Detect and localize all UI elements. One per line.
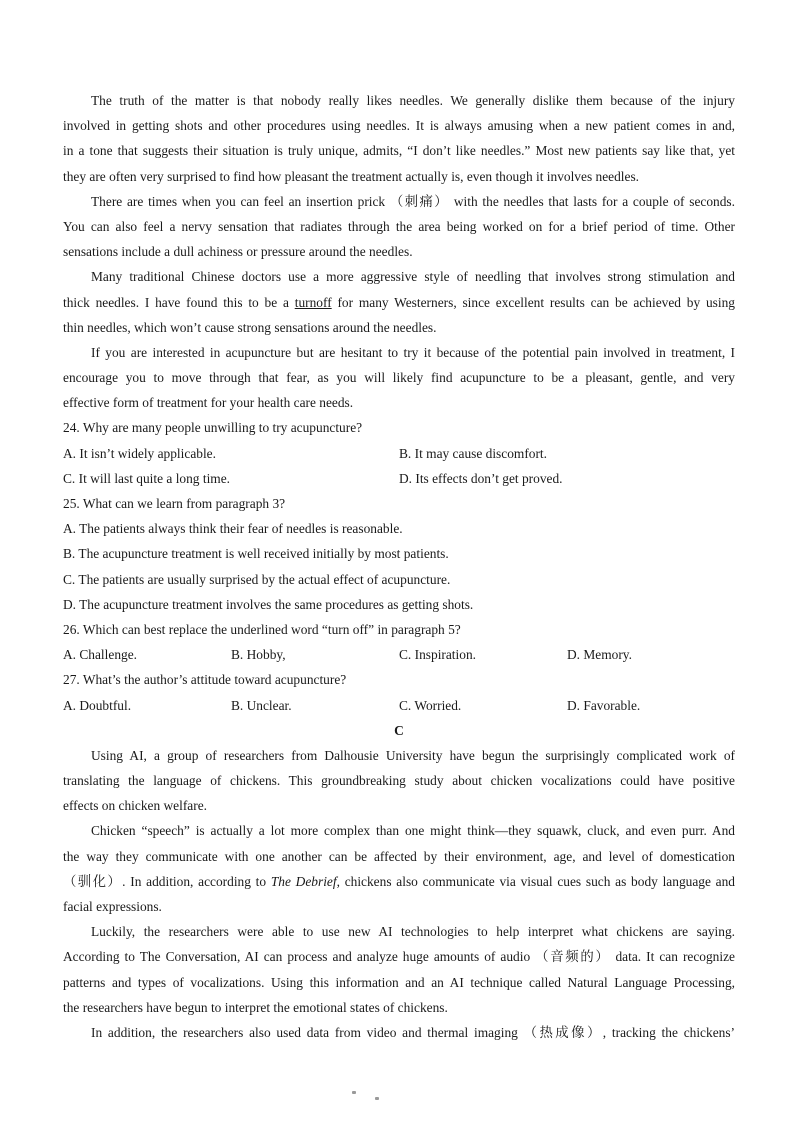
text-line: You can also feel a nervy sensation that radiates through the area being worked on for a brief period of time. Other (63, 218, 735, 234)
options-row (63, 693, 735, 718)
text-line (63, 869, 735, 894)
option-d: D. The acupuncture treatment involves the same procedures as getting shots. (63, 596, 474, 612)
text-line: thin needles, which won’t cause strong sensations around the needles. (63, 319, 437, 335)
text-line: patterns and types of vocalizations. Using this information and an AI technique called Natural Language Processing, (63, 974, 735, 990)
text-line: involved in getting shots and other procedures using needles. It is always amusing when a new patient comes in and, (63, 118, 735, 134)
options-row (63, 441, 735, 466)
option-d: D. Memory. (567, 647, 632, 663)
options-row (63, 642, 735, 667)
scan-mark (375, 1097, 379, 1100)
underlined-word: turnoff (294, 294, 332, 310)
text-span: , chickens also communicate via visual cues such as body language and (336, 873, 735, 889)
text-line: Many traditional Chinese doctors use a more aggressive style of needling that involves strong stimulation and (91, 269, 735, 285)
text-line: translating the language of chickens. This groundbreaking study about chicken vocalizations could have positive (63, 773, 735, 789)
question-stem: 26. Which can best replace the underlined word “turn off” in paragraph 5? (63, 621, 461, 637)
option-c: C. It will last quite a long time. (63, 470, 230, 486)
passage-b-paragraph-1 (63, 88, 735, 189)
text-line: sensations include a dull achiness or pressure around the needles. (63, 244, 413, 260)
text-line: If you are interested in acupuncture but are hesitant to try it because of the potential pain involved in treatment, I (91, 344, 735, 360)
text-line: effective form of treatment for your health care needs. (63, 395, 354, 411)
text-line: Using AI, a group of researchers from Dalhousie University have begun the surprisingly complicated work of (91, 747, 735, 763)
section-c-paragraph-4 (63, 1020, 735, 1045)
section-heading: C (394, 722, 404, 738)
text-line: the researchers have begun to interpret the emotional states of chickens. (63, 999, 448, 1015)
text-line: The truth of the matter is that nobody really likes needles. We generally dislike them because of the injury (91, 93, 735, 108)
exam-page (63, 88, 735, 1045)
option-b: B. Hobby, (231, 647, 286, 663)
option-a: A. The patients always think their fear of needles is reasonable. (63, 521, 403, 537)
question-stem: 27. What’s the author’s attitude toward acupuncture? (63, 672, 347, 688)
text-span: （驯化）. In addition, according to (63, 873, 271, 889)
text-line: effects on chicken welfare. (63, 798, 207, 814)
option-b: B. Unclear. (231, 697, 292, 713)
section-c-paragraph-3 (63, 919, 735, 1020)
question-stem: 25. What can we learn from paragraph 3? (63, 496, 286, 511)
option-c: C. Inspiration. (399, 647, 476, 663)
passage-b-paragraph-2 (63, 189, 735, 265)
question-stem: 24. Why are many people unwilling to try acupuncture? (63, 420, 363, 436)
text-span: for many Westerners, since excellent results can be achieved by using (331, 294, 735, 310)
passage-b-paragraph-4 (63, 340, 735, 416)
text-line: the way they communicate with one another can be affected by their environment, age, and level of domestication (63, 848, 735, 864)
text-line: in a tone that suggests their situation is truly unique, admits, “I don’t like needles.” Most new patients say like that, yet (63, 143, 735, 159)
question-27 (63, 667, 735, 717)
option-c: C. The patients are usually surprised by the actual effect of acupuncture. (63, 571, 451, 587)
text-span: thick needles. I have found this to be a (63, 294, 295, 310)
text-line: they are often very surprised to find how pleasant the treatment actually is, even though it involves needles. (63, 168, 639, 184)
option-a: A. Challenge. (63, 647, 138, 663)
section-c-paragraph-1 (63, 743, 735, 819)
option-d: D. Its effects don’t get proved. (399, 470, 563, 486)
passage-b-paragraph-3 (63, 264, 735, 340)
options-row (63, 466, 735, 491)
option-a: A. It isn’t widely applicable. (63, 445, 216, 461)
scan-mark (352, 1091, 356, 1094)
option-a: A. Doubtful. (63, 697, 132, 713)
text-line: facial expressions. (63, 899, 162, 914)
question-24 (63, 415, 735, 491)
text-line (63, 290, 735, 315)
text-line: Chicken “speech” is actually a lot more complex than one might think—they squawk, cluck, and even purr. And (91, 823, 735, 839)
italic-title: The Debrief (270, 873, 337, 889)
option-b: B. The acupuncture treatment is well received initially by most patients. (63, 546, 449, 562)
question-26 (63, 617, 735, 667)
section-c-paragraph-2 (63, 818, 735, 919)
text-line: encourage you to move through that fear, as you will likely find acupuncture to be a pleasant, gentle, and very (63, 370, 735, 386)
option-c: C. Worried. (399, 697, 462, 713)
text-line: According to The Conversation, AI can process and analyze huge amounts of audio （音频的） data. It can recognize (63, 949, 735, 965)
text-line: In addition, the researchers also used data from video and thermal imaging （热成像）, tracking the chickens’ (91, 1024, 735, 1040)
text-line: Luckily, the researchers were able to use new AI technologies to help interpret what chickens are saying. (91, 924, 735, 940)
option-d: D. Favorable. (567, 697, 641, 713)
question-25 (63, 491, 735, 617)
text-line: There are times when you can feel an insertion prick （刺痛） with the needles that lasts for a couple of seconds. (91, 193, 735, 209)
option-b: B. It may cause discomfort. (399, 445, 548, 461)
